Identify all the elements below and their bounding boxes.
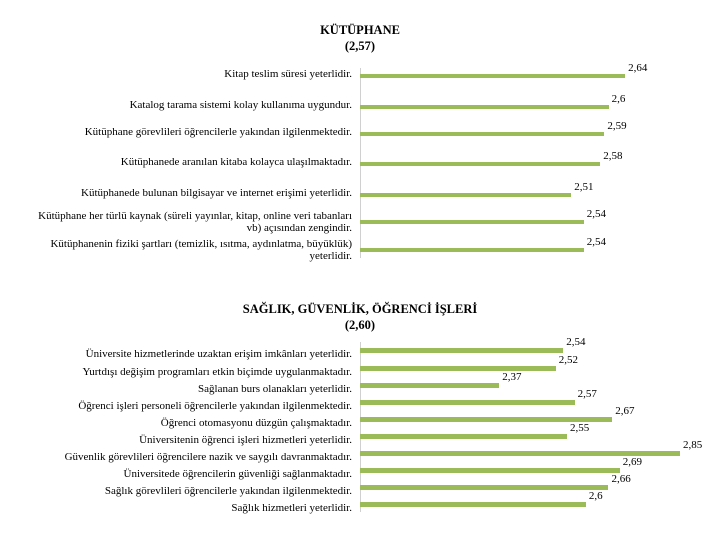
chart-category-label: Sağlık görevlileri öğrencilerle yakından ilgilenmektedir.: [104, 485, 352, 497]
chart-value-label: 2,52: [558, 354, 578, 366]
chart-category-label: Üniversitenin öğrenci işleri hizmetleri yeterlidir.: [139, 434, 352, 446]
chart-value-label: 2,66: [611, 473, 631, 485]
chart-category-label: Öğrenci otomasyonu düzgün çalışmaktadır.: [160, 417, 352, 429]
chart-value-label: 2,69: [622, 456, 642, 468]
chart-value-label: 2,64: [628, 62, 648, 74]
chart-category-label: Sağlık hizmetleri yeterlidir.: [231, 502, 352, 514]
chart-bar: [360, 348, 563, 353]
chart-value-label: 2,54: [586, 236, 606, 248]
chart-category-label: Üniversitede öğrencilerin güvenliği sağlanmaktadır.: [123, 468, 352, 480]
chart-bar: [360, 502, 586, 507]
chart-bar: [360, 451, 680, 456]
chart-bar: [360, 74, 625, 78]
chart-bar: [360, 417, 612, 422]
chart-value-label: 2,58: [603, 150, 623, 162]
chart-bar: [360, 468, 620, 473]
chart-category-label: Kütüphanede bulunan bilgisayar ve internet erişimi yeterlidir.: [81, 187, 352, 199]
chart-value-label: 2,57: [577, 388, 597, 400]
chart-bar: [360, 434, 567, 439]
chart-bar: [360, 400, 575, 405]
chart-value-label: 2,6: [611, 93, 626, 105]
chart-bar: [360, 383, 499, 388]
chart-category-label: Güvenlik görevlileri öğrencilere nazik ve saygılı davranmaktadır.: [64, 451, 352, 463]
chart-bar: [360, 105, 609, 109]
chart-category-label: Kütüphane görevlileri öğrencilerle yakından ilgilenmektedir.: [84, 126, 352, 138]
chart-value-label: 2,67: [615, 405, 635, 417]
chart-value-label: 2,51: [574, 181, 594, 193]
chart-title-health-security: [160, 301, 560, 333]
chart-category-label: Sağlanan burs olanakları yeterlidir.: [198, 383, 352, 395]
chart-bar: [360, 132, 604, 136]
chart-value-label: 2,37: [502, 371, 522, 383]
chart-category-label: Kütüphanede aranılan kitaba kolayca ulaşılmaktadır.: [120, 156, 352, 168]
chart-bar: [360, 193, 571, 197]
chart-value-label: 2,59: [607, 120, 627, 132]
chart-bar: [360, 366, 556, 371]
chart-category-label: Yurtdışı değişim programları etkin biçimde uygulanmaktadır.: [82, 366, 352, 378]
chart-bar: [360, 162, 600, 166]
chart-category-label: Üniversite hizmetlerinde uzaktan erişim imkânları yeterlidir.: [85, 348, 352, 360]
chart-category-label: Öğrenci işleri personeli öğrencilerle yakından ilgilenmektedir.: [78, 400, 352, 412]
chart-subtitle-text: (2,60): [344, 318, 376, 332]
chart-value-label: 2,85: [683, 439, 703, 451]
chart-bar: [360, 485, 608, 490]
chart-title-text: SAĞLIK, GÜVENLİK, ÖĞRENCİ İŞLERİ: [242, 302, 478, 316]
chart-title-library: [260, 22, 460, 54]
chart-value-label: 2,54: [586, 208, 606, 220]
chart-category-label: Kitap teslim süresi yeterlidir.: [224, 68, 352, 80]
chart-bar: [360, 220, 584, 224]
chart-value-label: 2,55: [570, 422, 590, 434]
chart-title-text: KÜTÜPHANE: [320, 23, 400, 37]
chart-bar: [360, 248, 584, 252]
chart-category-label: Kütüphane her türlü kaynak (süreli yayınlar, kitap, online veri tabanları vb) açısından zengindir.: [38, 210, 352, 234]
chart-value-label: 2,6: [588, 490, 603, 502]
chart-value-label: 2,54: [566, 336, 586, 348]
chart-category-label: Kütüphanenin fiziki şartları (temizlik, ısıtma, aydınlatma, büyüklük) yeterlidir.: [50, 238, 352, 262]
chart-subtitle-text: (2,57): [344, 39, 376, 53]
chart-category-label: Katalog tarama sistemi kolay kullanıma uygundur.: [129, 99, 352, 111]
